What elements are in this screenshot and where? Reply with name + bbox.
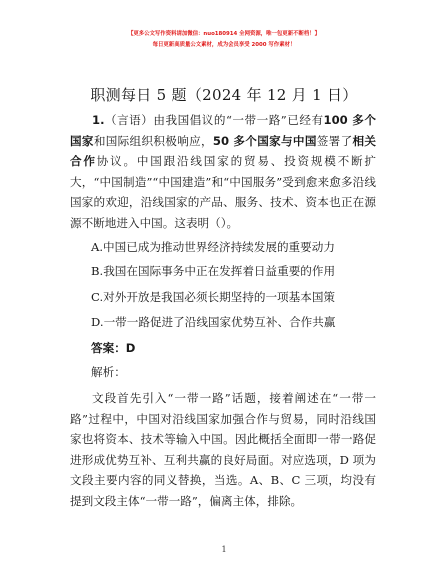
stem-text-3: 签署了 [316, 133, 353, 148]
stem-bold-3: 相关合作 [70, 133, 376, 168]
question-stem [70, 110, 376, 233]
stem-text-2: 和国际组织积极响应， [93, 133, 213, 148]
question-category: （言语） [104, 113, 154, 127]
option-d: D.一带一路促进了沿线国家优势互补、合作共赢 [91, 315, 336, 329]
stem-text-4: 协议。中国跟沿线国家的贸易、投资规模不断扩大，“中国制造”“中国建造”和“中国服务”受到愈来愈多沿线国家的欢迎，沿线国家的产品、服务、技术、资本也正在源源不断地进入中国。这表明（）。 [70, 154, 376, 230]
stem-bold-2: 50 多个国家与中国 [212, 133, 317, 148]
option-b: B.我国在国际事务中正在发挥着日益重要的作用 [91, 264, 336, 278]
page-number: 1 [221, 545, 227, 554]
option-a: A.中国已成为推动世界经济持续发展的重要动力 [91, 240, 335, 254]
page-title: 职测每日 5 题（2024 年 12 月 1 日） [90, 86, 358, 104]
stem-bold-1: 100 多个国家 [70, 113, 376, 148]
option-c: C.对外开放是我国必须长期坚持的一项基本国策 [91, 290, 336, 304]
stem-text-1: 由我国倡议的“一带一路”已经有 [153, 113, 324, 127]
promo-banner-line1: 【更多公文写作资料请加微信：nuo180914 全网资源，唯一包更新不断档！】 [127, 31, 321, 37]
analysis-label: 解析： [91, 365, 126, 379]
promo-banner-line2: 每日更新高质量公文素材，成为会员享受 2000 写作素材！ [152, 42, 296, 48]
analysis-text: 文段首先引入“一带一路”话题，接着阐述在“一带一路”过程中，中国对沿线国家加强合作与贸易，同时沿线国家也将资本、技术等输入中国。因此概括全面即一带一路促进形成优势互补、互利共赢的良好局面。对应选项，D 项为文段主要内容的同义替换，当选。A、B、C 三项，均没有提到文段主体“一带一路”，偏离主体，排除。 [70, 391, 376, 508]
answer: 答案：D [91, 341, 136, 355]
question-number: 1. [92, 113, 105, 127]
